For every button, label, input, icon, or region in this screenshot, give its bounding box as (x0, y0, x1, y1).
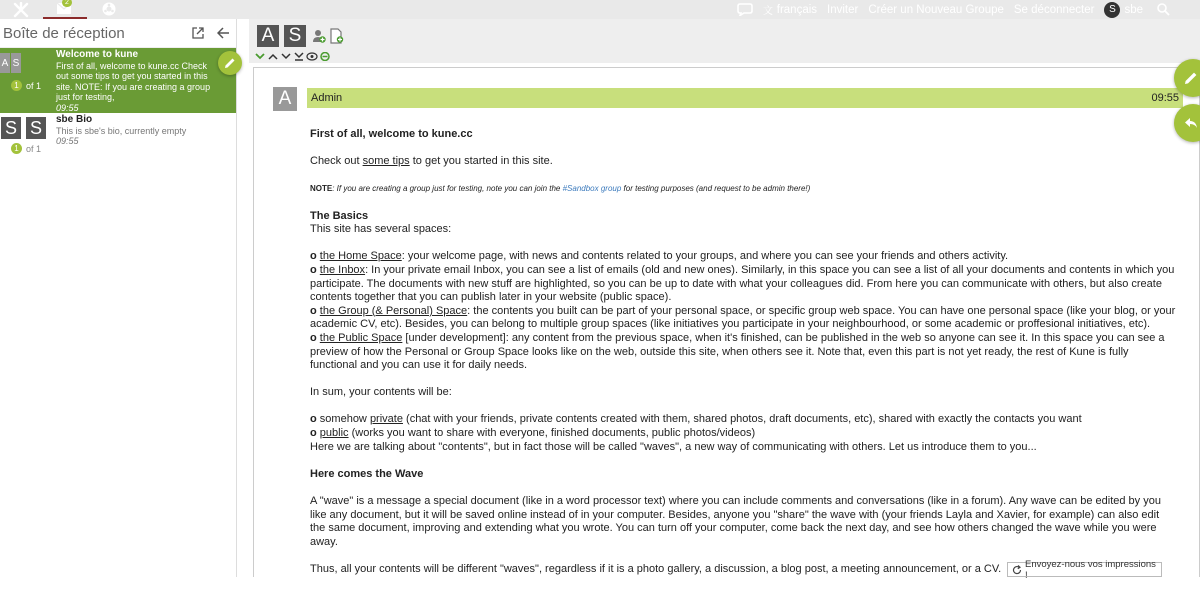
participant-avatar: A (0, 53, 10, 73)
sum-after: Here we are talking about "contents", but in fact those will be called "waves", a new way of communicating with others. Let us introduce them to you... (310, 440, 1037, 453)
pencil-icon (224, 57, 236, 69)
wave-summary (56, 115, 221, 147)
chevron-down-icon[interactable] (254, 52, 267, 61)
author-avatar: A (273, 87, 297, 111)
feedback-button[interactable] (1007, 558, 1162, 581)
wave-toolbar (249, 19, 1200, 63)
private-link[interactable]: private (369, 413, 403, 426)
blip-time: 09:55 (1151, 92, 1179, 104)
blip-body[interactable] (310, 128, 1176, 590)
sum-list (310, 413, 1176, 454)
wave-time: 09:55 (56, 102, 79, 113)
user-avatar: S (1104, 2, 1120, 18)
public-space-icon[interactable] (102, 2, 116, 16)
wave-snippet: This is sbe's bio, currently empty (56, 125, 187, 136)
participant-avatar: S (11, 53, 21, 73)
sum-intro: In sum, your contents will be: (310, 386, 452, 399)
list-item: o the Home Space: your welcome page, with news and contents related to your groups, and where you can see your friends and others activity. (310, 250, 1009, 263)
message-count (11, 80, 41, 91)
top-bar (0, 0, 1200, 19)
wave-navigation (254, 52, 332, 61)
chevron-up-icon[interactable] (267, 52, 280, 61)
wave-paragraph: A "wave" is a message a special document (like in a word processor text) where you can include comments and conversations (like in a forum). Any wave can be edited by you like any document, but it will be saved online instead of in your computer. Besides, anyone you "share" the wave with (your friends Layla and Xavier, for example) can also edit the same document, improving and extending what you wrote. You can turn off your computer, come back the next day, and see how others changed the wave while you were away. (310, 495, 1161, 548)
list-item: o public (works you want to share with everyone, finished documents, public photos/videos) (310, 427, 756, 440)
inbox-sidebar (0, 19, 237, 577)
chevron-down-icon[interactable] (280, 52, 293, 61)
kune-logo-icon[interactable] (13, 2, 29, 18)
intro-heading: First of all, welcome to kune.cc (310, 128, 473, 140)
pencil-icon (1184, 71, 1198, 85)
svg-text:文: 文 (762, 5, 773, 16)
reply-icon (1184, 116, 1198, 130)
unread-count: 1 (11, 143, 22, 154)
open-external-icon[interactable] (192, 27, 204, 39)
feedback-label: Envoyez-nous vos impressions ! (1024, 558, 1156, 581)
minimize-icon[interactable] (319, 52, 332, 61)
sandbox-group-link[interactable]: #Sandbox group (562, 184, 622, 194)
jump-end-icon[interactable] (293, 52, 306, 61)
create-group-link[interactable]: Créer un Nouveau Groupe (868, 3, 1004, 16)
wave-snippet: First of all, welcome to kune.cc Check out some tips to get you started in this site. NOTE: If you are creating a group just for testing, (56, 60, 211, 102)
language-selector[interactable] (763, 4, 817, 16)
wave-title: sbe Bio (56, 114, 93, 125)
total-count: of 1 (26, 143, 42, 154)
inbox-header (0, 19, 236, 48)
inbox-link[interactable]: the Inbox (319, 263, 366, 276)
home-space-link[interactable]: the Home Space (319, 250, 402, 263)
public-space-link[interactable]: the Public Space (319, 331, 403, 344)
inbox-title: Boîte de réception (3, 25, 125, 42)
participant-avatar: S (1, 117, 21, 139)
wave-content (253, 67, 1200, 577)
note-paragraph: NOTE: If you are creating a group just for testing, note you can join the #Sandbox group for testing purposes (and request to be admin there!) (310, 184, 811, 194)
search-icon[interactable] (1157, 3, 1170, 16)
list-item: o the Group (& Personal) Space: the contents you built can be part of your personal space, or specific group web space. You can have one personal space (like your blog, or your academic CV, etc). Besides, you can belong to multiple group spaces (like initiatives you participate in your neighbourhood, or some academic or proffesional initiatives, etc). (310, 304, 1176, 331)
wave-list-item[interactable] (0, 113, 236, 156)
add-participant-icon[interactable] (312, 28, 326, 44)
eye-icon[interactable] (306, 52, 319, 61)
participant-avatar[interactable]: A (257, 25, 279, 47)
list-item: o the Inbox: In your private email Inbox, you can see a list of emails (old and new ones). Similarly, in this space you can see a list of all your documents and contents in which you participate. The documents with new stuff are highlighted, so you can be up to date with what your colleagues did. From here you can communicate with others, but also create contents together that you can publish later in your website (public space). (310, 263, 1175, 304)
top-bar-right (737, 0, 1200, 19)
wave-panel (249, 19, 1200, 577)
intro-paragraph: Check out some tips to get you started in this site. (310, 155, 553, 168)
refresh-icon (1012, 565, 1022, 575)
blip-header[interactable] (307, 88, 1183, 108)
some-tips-link[interactable]: some tips (362, 155, 410, 168)
unread-count: 1 (11, 80, 22, 91)
basics-intro: This site has several spaces: (310, 223, 452, 236)
logout-link[interactable]: Se déconnecter (1013, 3, 1095, 16)
list-item: o the Public Space [under development]: any content from the previous space, when it's finished, can be published in the web so anyone can see it. In this space you can see a preview of how the Personal or Group Space looks like on the web, outside this site, when others see it. Note that, even this part is not yet ready, the rest of Kune is fully functional and you can use it for daily needs. (310, 331, 1165, 372)
group-space-link[interactable]: the Group (& Personal) Space (319, 304, 468, 317)
user-menu[interactable] (1104, 2, 1143, 18)
list-item: o somehow private (chat with your friends, private contents created with them, shared photos, draft documents, etc), shared with exactly the contacts you want (310, 413, 1082, 426)
new-document-icon[interactable] (330, 28, 344, 44)
translate-icon (763, 4, 777, 16)
arrow-left-icon[interactable] (217, 27, 230, 39)
wave-summary (56, 50, 221, 113)
basics-heading: The Basics (310, 209, 369, 222)
invite-link[interactable]: Inviter (827, 3, 859, 16)
chat-icon[interactable] (737, 3, 753, 16)
spaces-list (310, 250, 1176, 372)
inbox-count-badge: 2 (62, 0, 72, 7)
total-count: of 1 (26, 80, 42, 91)
username: sbe (1124, 3, 1143, 16)
wave-list-item[interactable] (0, 48, 236, 113)
wave-time: 09:55 (56, 136, 79, 146)
message-count (11, 143, 41, 154)
blip-author: Admin (311, 92, 343, 104)
edit-wave-button[interactable] (218, 51, 242, 75)
wave-heading: Here comes the Wave (310, 467, 424, 480)
participant-avatar[interactable]: S (284, 25, 306, 47)
language-label: français (776, 3, 818, 16)
thus-paragraph: Thus, all your contents will be different "waves", regardless if it is a photo gallery, a discussion, a blog post, a meeting announcement, or a CV. (310, 563, 1002, 575)
public-link[interactable]: public (319, 427, 349, 440)
participant-avatar: S (26, 117, 46, 139)
wave-title: Welcome to kune (56, 49, 139, 60)
